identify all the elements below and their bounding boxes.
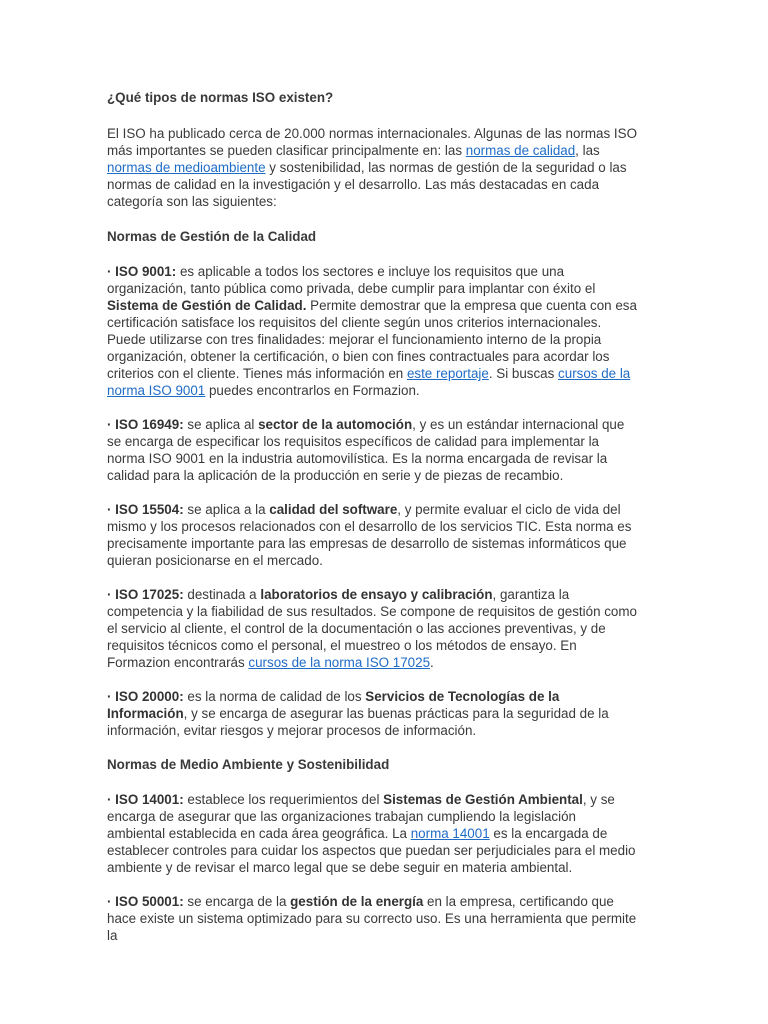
iso-17025-label: · ISO 17025: bbox=[107, 587, 184, 602]
iso-9001-text-3: . Si buscas bbox=[488, 366, 559, 381]
iso-20000-label: · ISO 20000: bbox=[107, 689, 184, 704]
iso-14001-text-3: es la encargada de establecer controles para cuidar los aspectos que puedan ser perjudiciales para el medio ambiente y de revisar el marco legal que se debe seguir en materia ambiental. bbox=[107, 826, 636, 875]
iso-17025-text-2: , garantiza la competencia y la fiabilidad de sus resultados. Se compone de requisitos de gestión como el servicio al cliente, el control de la documentación o las acciones preventivas, y de requisitos técnicos como el personal, el muestreo o los métodos de ensayo. En Formazion encontrarás bbox=[107, 587, 637, 670]
iso-9001-text-2: Permite demostrar que la empresa que cuenta con esa certificación satisface los requisitos del cliente según unos criterios internacionales. Puede utilizarse con tres finalidades: mejorar el funcionamiento interno de la propia organización, obtener la certificación, o bien con fines contractuales para acordar los criterios con el cliente. Tienes más información en bbox=[107, 298, 637, 381]
iso-16949-bold: sector de la automoción bbox=[258, 417, 413, 432]
iso-50001-bold: gestión de la energía bbox=[290, 894, 424, 909]
iso-15504-text-2: , y permite evaluar el ciclo de vida del mismo y los procesos relacionados con el desarrollo de los servicios TIC. Esta norma es precisamente importante para las empresas de desarrollo de sistemas informáticos que quieran posicionarse en el mercado. bbox=[107, 502, 632, 568]
iso-14001-text-1: establece los requerimientos del bbox=[183, 792, 384, 807]
entry-iso-20000 bbox=[107, 688, 637, 739]
iso-20000-text-2: , y se encarga de asegurar las buenas prácticas para la seguridad de la información, evitar riesgos y mejorar procesos de información. bbox=[107, 706, 609, 738]
iso-20000-text-1: es la norma de calidad de los bbox=[183, 689, 366, 704]
section-heading-medio-ambiente: Normas de Medio Ambiente y Sostenibilidad bbox=[107, 757, 390, 772]
link-normas-medioambiente[interactable]: normas de medioambiente bbox=[107, 160, 266, 175]
iso-9001-text-4: puedes encontrarlos en Formazion. bbox=[205, 383, 420, 398]
iso-20000-bold: Servicios de Tecnologías de la Información bbox=[107, 689, 560, 721]
section-heading-calidad: Normas de Gestión de la Calidad bbox=[107, 229, 317, 244]
iso-9001-bold: Sistema de Gestión de Calidad. bbox=[107, 298, 307, 313]
link-cursos-iso-17025[interactable]: cursos de la norma ISO 17025 bbox=[248, 655, 431, 670]
iso-17025-text-3: . bbox=[430, 655, 434, 670]
intro-paragraph bbox=[107, 125, 637, 210]
iso-16949-text-1: se aplica al bbox=[183, 417, 259, 432]
iso-16949-label: · ISO 16949: bbox=[107, 417, 184, 432]
iso-50001-label: · ISO 50001: bbox=[107, 894, 184, 909]
iso-15504-text-1: se aplica a la bbox=[183, 502, 270, 517]
iso-50001-text-1: se encarga de la bbox=[183, 894, 291, 909]
intro-text-1: El ISO ha publicado cerca de 20.000 normas internacionales. Algunas de las normas ISO más importantes se pueden clasificar principalmente en: las bbox=[107, 126, 637, 158]
link-norma-14001[interactable]: norma 14001 bbox=[410, 826, 490, 841]
entry-iso-9001 bbox=[107, 263, 637, 399]
iso-15504-bold: calidad del software bbox=[269, 502, 398, 517]
iso-17025-text-1: destinada a bbox=[183, 587, 261, 602]
iso-15504-label: · ISO 15504: bbox=[107, 502, 184, 517]
iso-9001-label: · ISO 9001: bbox=[107, 264, 177, 279]
entry-iso-15504 bbox=[107, 501, 637, 569]
page-title: ¿Qué tipos de normas ISO existen? bbox=[107, 90, 334, 105]
iso-14001-bold: Sistemas de Gestión Ambiental bbox=[383, 792, 583, 807]
link-normas-calidad[interactable]: normas de calidad bbox=[465, 143, 576, 158]
iso-50001-text-2: en la empresa, certificando que hace existe un sistema optimizado para su correcto uso. Es una herramienta que permite la bbox=[107, 894, 637, 943]
intro-text-3: y sostenibilidad, las normas de gestión de la seguridad o las normas de calidad en la investigación y el desarrollo. Las más destacadas en cada categoría son las siguientes: bbox=[107, 160, 627, 209]
iso-9001-text-1: es aplicable a todos los sectores e incluye los requisitos que una organización, tanto pública como privada, debe cumplir para implantar con éxito el bbox=[107, 264, 596, 296]
link-este-reportaje[interactable]: este reportaje bbox=[406, 366, 489, 381]
iso-14001-label: · ISO 14001: bbox=[107, 792, 184, 807]
entry-iso-17025 bbox=[107, 586, 637, 671]
intro-text-2: , las bbox=[575, 143, 600, 158]
link-cursos-iso-9001[interactable]: cursos de la norma ISO 9001 bbox=[107, 366, 631, 398]
document-page bbox=[107, 89, 637, 961]
iso-17025-bold: laboratorios de ensayo y calibración bbox=[260, 587, 493, 602]
entry-iso-16949 bbox=[107, 416, 637, 484]
entry-iso-14001 bbox=[107, 791, 637, 876]
iso-14001-text-2: , y se encarga de asegurar que las organizaciones trabajan cumpliendo la legislación ambiental establecida en cada área geográfica. La bbox=[107, 792, 615, 841]
iso-16949-text-2: , y es un estándar internacional que se encarga de especificar los requisitos específicos de calidad para implementar la norma ISO 9001 en la industria automovilística. Es la norma encargada de revisar la calidad para la aplicación de la producción en serie y de piezas de recambio. bbox=[107, 417, 625, 483]
entry-iso-50001 bbox=[107, 893, 637, 944]
